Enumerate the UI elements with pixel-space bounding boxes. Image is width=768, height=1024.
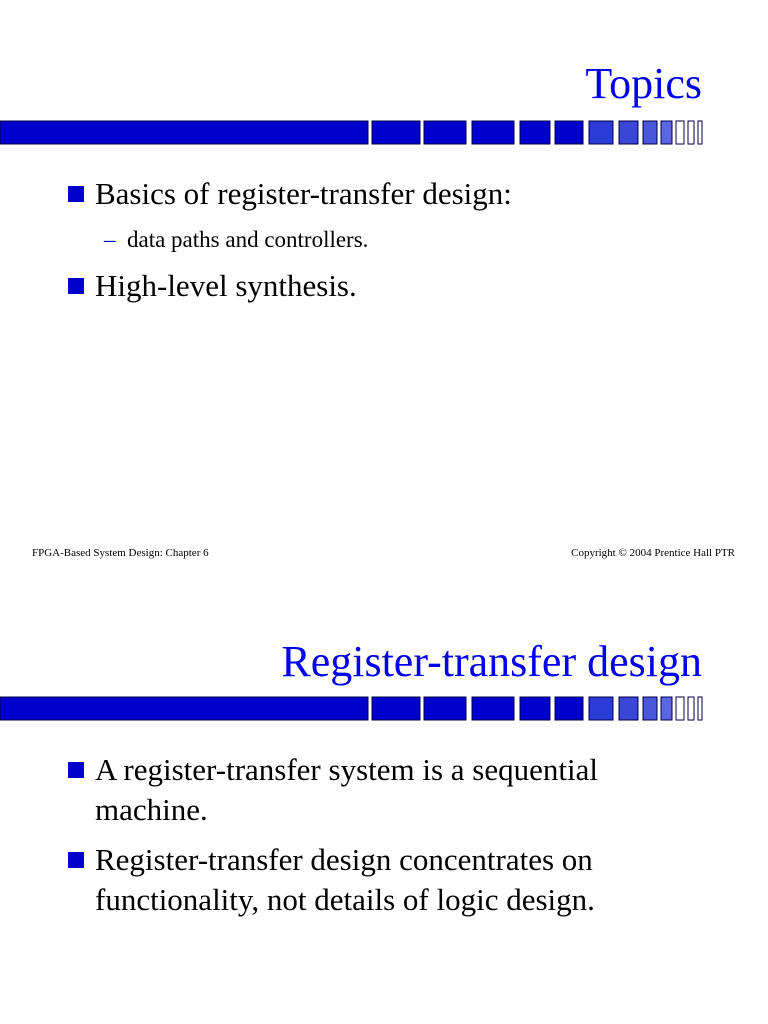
segmented-rule-graphic (0, 696, 710, 722)
title-rule (0, 696, 710, 722)
bullet-text-line: Register-transfer design concentrates on (95, 842, 593, 877)
bullet-text: Basics of register-transfer design: (95, 176, 512, 211)
square-bullet-icon (68, 762, 84, 778)
title-rule (0, 120, 710, 146)
segmented-rule-graphic (0, 120, 710, 146)
slide-title: Register-transfer design (281, 637, 702, 686)
dash-icon: – (104, 227, 116, 252)
bullet-text-line: A register-transfer system is a sequential (95, 752, 598, 787)
slide-title: Topics (585, 59, 702, 108)
slide-register-transfer-design (0, 512, 768, 1024)
bullet-text-line: functionality, not details of logic design. (95, 882, 595, 917)
footer-copyright: Copyright © 2004 Prentice Hall PTR (571, 547, 735, 559)
square-bullet-icon (68, 278, 84, 294)
bullet-text-line: machine. (95, 792, 208, 827)
square-bullet-icon (68, 186, 84, 202)
bullet-text: High-level synthesis. (95, 268, 357, 303)
square-bullet-icon (68, 852, 84, 868)
sub-bullet-text: data paths and controllers. (127, 227, 369, 252)
footer-chapter: FPGA-Based System Design: Chapter 6 (32, 547, 209, 559)
